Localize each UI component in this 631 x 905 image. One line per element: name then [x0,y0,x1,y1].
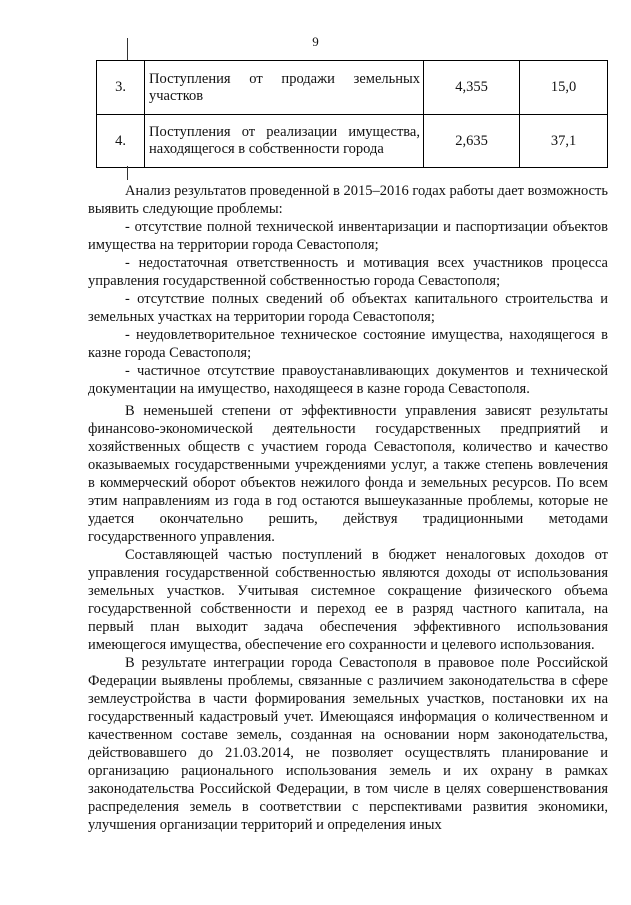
table-row [97,61,608,115]
document-body [88,182,608,834]
revenue-paragraph: Составляющей частью поступлений в бюджет неналоговых доходов от управления государственной собственностью являются доходы от использования земельных участков. Учитывая системное сокращение физического объема государственной собственности и переход ее в разряд частного капитала, на первый план выходит задача обеспечения эффективного использования имеющегося имущества, обеспечение его сохранности и целевого использования. [88,547,608,653]
row-number: 4. [97,115,145,168]
row-value-share: 15,0 [520,61,608,115]
row-value-share: 37,1 [520,115,608,168]
row-number: 3. [97,61,145,115]
scan-margin-mark [127,166,128,180]
row-description-line: участков [149,87,204,104]
row-value-amount: 4,355 [424,61,520,115]
row-description [145,115,424,168]
row-description [145,61,424,115]
row-value-amount: 2,635 [424,115,520,168]
row-description-line: Поступления от реализации имущества, [149,124,420,140]
row-description-line: Поступления от продажи земельных [149,70,420,87]
problem-list-item: - недостаточная ответственность и мотивация всех участников процесса управления государственной собственностью города Севастополя; [88,255,608,289]
problem-list-item: - частичное отсутствие правоустанавливающих документов и технической документации на имущество, находящееся в казне города Севастополя. [88,363,608,397]
intro-paragraph: Анализ результатов проведенной в 2015–2016 годах работы дает возможность выявить следующие проблемы: [88,183,608,217]
problem-list-item: - отсутствие полных сведений об объектах капитального строительства и земельных участках на территории города Севастополя; [88,291,608,325]
row-description-line: находящегося в собственности города [149,141,384,157]
effectiveness-paragraph: В неменьшей степени от эффективности управления зависят результаты финансово-экономической деятельности государственных предприятий и хозяйственных обществ с участием города Севастополя, количество и качество оказываемых государственными учреждениями услуг, а также степень вовлечения в коммерческий оборот объектов нежилого фонда и земельных ресурсов. По всем этим направлениям из года в год остаются вышеуказанные проблемы, которые не удается окончательно решить, действуя традиционными методами государственного управления. [88,403,608,545]
page-number: 9 [312,34,319,49]
problem-list-item: - отсутствие полной технической инвентаризации и паспортизации объектов имущества на территории города Севастополя; [88,219,608,253]
table-row [97,115,608,168]
integration-paragraph: В результате интеграции города Севастополя в правовое поле Российской Федерации выявлены проблемы, связанные с различием законодательства в сфере землеустройства в части формирования земельных участков, постановки их на государственный кадастровый учет. Имеющаяся информация о количественном и качественном составе земель, созданная на основании норм законодательства, действовавшего до 21.03.2014, не позволяет осуществлять планирование и организацию рационального использования земель и их охрану в рамках законодательства Российской Федерации, в том числе в целях совершенствования распределения земель в соответствии с перспективами развития экономики, улучшения организации территорий и определения иных [88,655,608,833]
revenue-table [96,60,608,168]
problem-list-item: - неудовлетворительное техническое состояние имущества, находящегося в казне города Севастополя; [88,327,608,361]
scan-margin-mark [127,38,128,60]
